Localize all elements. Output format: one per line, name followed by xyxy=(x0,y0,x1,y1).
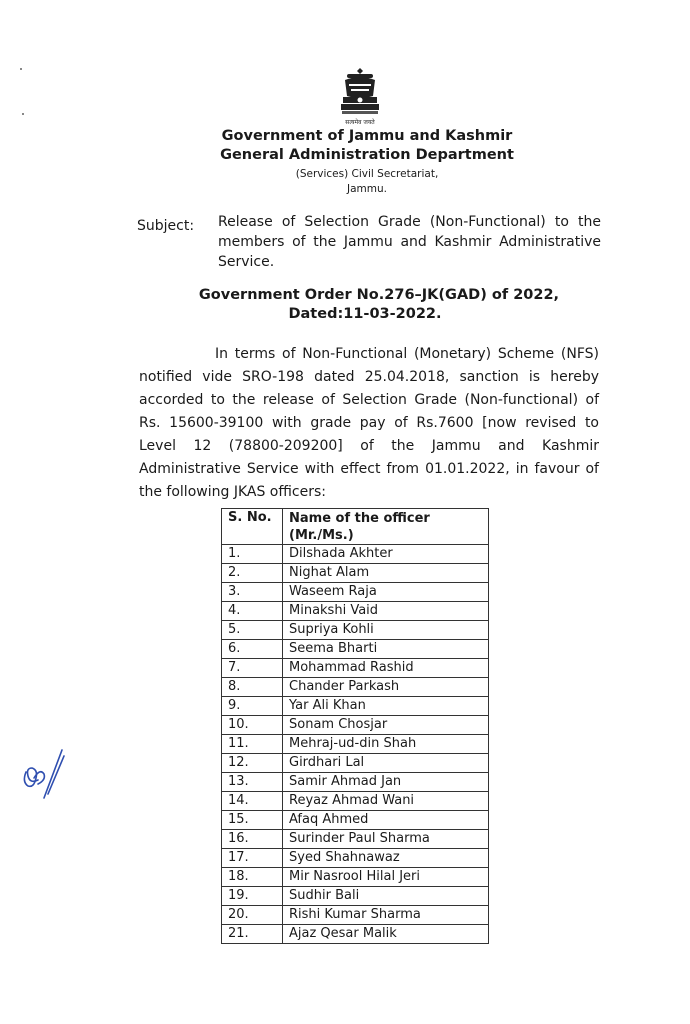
header-officer-name: Name of the officer (Mr./Ms.) xyxy=(283,509,489,545)
table-row xyxy=(222,925,489,944)
table-row xyxy=(222,678,489,697)
table-row xyxy=(222,545,489,564)
serial-number-cell: 4. xyxy=(222,602,283,621)
officer-name-cell: Nighat Alam xyxy=(283,564,489,583)
officer-name-cell: Chander Parkash xyxy=(283,678,489,697)
header-office: (Services) Civil Secretariat, xyxy=(295,168,439,180)
table-row xyxy=(222,716,489,735)
officer-name-cell: Sudhir Bali xyxy=(283,887,489,906)
table-row xyxy=(222,659,489,678)
emblem-motto: सत्यमेव जयते xyxy=(345,119,375,126)
serial-number-cell: 2. xyxy=(222,564,283,583)
serial-number-cell: 12. xyxy=(222,754,283,773)
handwritten-initials xyxy=(18,742,66,804)
body-paragraph-text: In terms of Non-Functional (Monetary) Scheme (NFS) notified vide SRO-198 dated 25.04.2018, sanction is hereby accorded to the release of Selection Grade (Non-functional) of Rs. 15600-39100 with grade pay of Rs.7600 [now revised to Level 12 (78800-209200] of the Jammu and Kashmir Administrative Service with effect from 01.01.2022, in favour of the following JKAS officers: xyxy=(139,346,599,500)
header-city: Jammu. xyxy=(347,183,387,195)
table-row xyxy=(222,621,489,640)
table-row xyxy=(222,583,489,602)
subject-label: Subject: xyxy=(137,218,195,234)
serial-number-cell: 16. xyxy=(222,830,283,849)
serial-number-cell: 14. xyxy=(222,792,283,811)
speck-mark xyxy=(20,68,22,70)
table-row xyxy=(222,640,489,659)
officer-name-cell: Syed Shahnawaz xyxy=(283,849,489,868)
officer-name-cell: Supriya Kohli xyxy=(283,621,489,640)
serial-number-cell: 20. xyxy=(222,906,283,925)
speck-mark xyxy=(22,113,24,115)
table-row xyxy=(222,811,489,830)
table-header-row xyxy=(222,509,489,545)
table-row xyxy=(222,868,489,887)
serial-number-cell: 9. xyxy=(222,697,283,716)
officer-name-cell: Surinder Paul Sharma xyxy=(283,830,489,849)
officer-name-cell: Sonam Chosjar xyxy=(283,716,489,735)
table-row xyxy=(222,849,489,868)
officer-name-cell: Minakshi Vaid xyxy=(283,602,489,621)
state-emblem-icon xyxy=(333,64,387,134)
serial-number-cell: 11. xyxy=(222,735,283,754)
table-row xyxy=(222,564,489,583)
officer-name-cell: Dilshada Akhter xyxy=(283,545,489,564)
serial-number-cell: 21. xyxy=(222,925,283,944)
body-paragraph xyxy=(139,343,599,504)
table-row xyxy=(222,735,489,754)
serial-number-cell: 8. xyxy=(222,678,283,697)
officer-name-cell: Waseem Raja xyxy=(283,583,489,602)
serial-number-cell: 13. xyxy=(222,773,283,792)
serial-number-cell: 17. xyxy=(222,849,283,868)
officer-name-cell: Girdhari Lal xyxy=(283,754,489,773)
serial-number-cell: 1. xyxy=(222,545,283,564)
officer-name-cell: Seema Bharti xyxy=(283,640,489,659)
officer-name-cell: Ajaz Qesar Malik xyxy=(283,925,489,944)
officer-name-cell: Yar Ali Khan xyxy=(283,697,489,716)
officer-name-cell: Mohammad Rashid xyxy=(283,659,489,678)
serial-number-cell: 3. xyxy=(222,583,283,602)
table-row xyxy=(222,792,489,811)
officers-table xyxy=(221,508,489,944)
officer-name-cell: Mir Nasrool Hilal Jeri xyxy=(283,868,489,887)
table-row xyxy=(222,887,489,906)
serial-number-cell: 18. xyxy=(222,868,283,887)
officer-name-cell: Afaq Ahmed xyxy=(283,811,489,830)
header-government: Government of Jammu and Kashmir xyxy=(221,128,513,144)
officer-name-cell: Reyaz Ahmad Wani xyxy=(283,792,489,811)
serial-number-cell: 6. xyxy=(222,640,283,659)
order-date: Dated:11-03-2022. xyxy=(288,306,442,322)
table-row xyxy=(222,773,489,792)
serial-number-cell: 10. xyxy=(222,716,283,735)
table-row xyxy=(222,830,489,849)
table-row xyxy=(222,754,489,773)
table-row xyxy=(222,697,489,716)
serial-number-cell: 7. xyxy=(222,659,283,678)
header-serial-number: S. No. xyxy=(222,509,283,545)
officer-name-cell: Samir Ahmad Jan xyxy=(283,773,489,792)
serial-number-cell: 5. xyxy=(222,621,283,640)
table-row xyxy=(222,906,489,925)
header-department: General Administration Department xyxy=(220,147,514,163)
order-number: Government Order No.276–JK(GAD) of 2022, xyxy=(198,287,560,303)
officer-name-cell: Rishi Kumar Sharma xyxy=(283,906,489,925)
table-row xyxy=(222,602,489,621)
serial-number-cell: 19. xyxy=(222,887,283,906)
subject-text: Release of Selection Grade (Non-Functional) to the members of the Jammu and Kashmir Administrative Service. xyxy=(218,214,601,270)
serial-number-cell: 15. xyxy=(222,811,283,830)
officer-name-cell: Mehraj-ud-din Shah xyxy=(283,735,489,754)
